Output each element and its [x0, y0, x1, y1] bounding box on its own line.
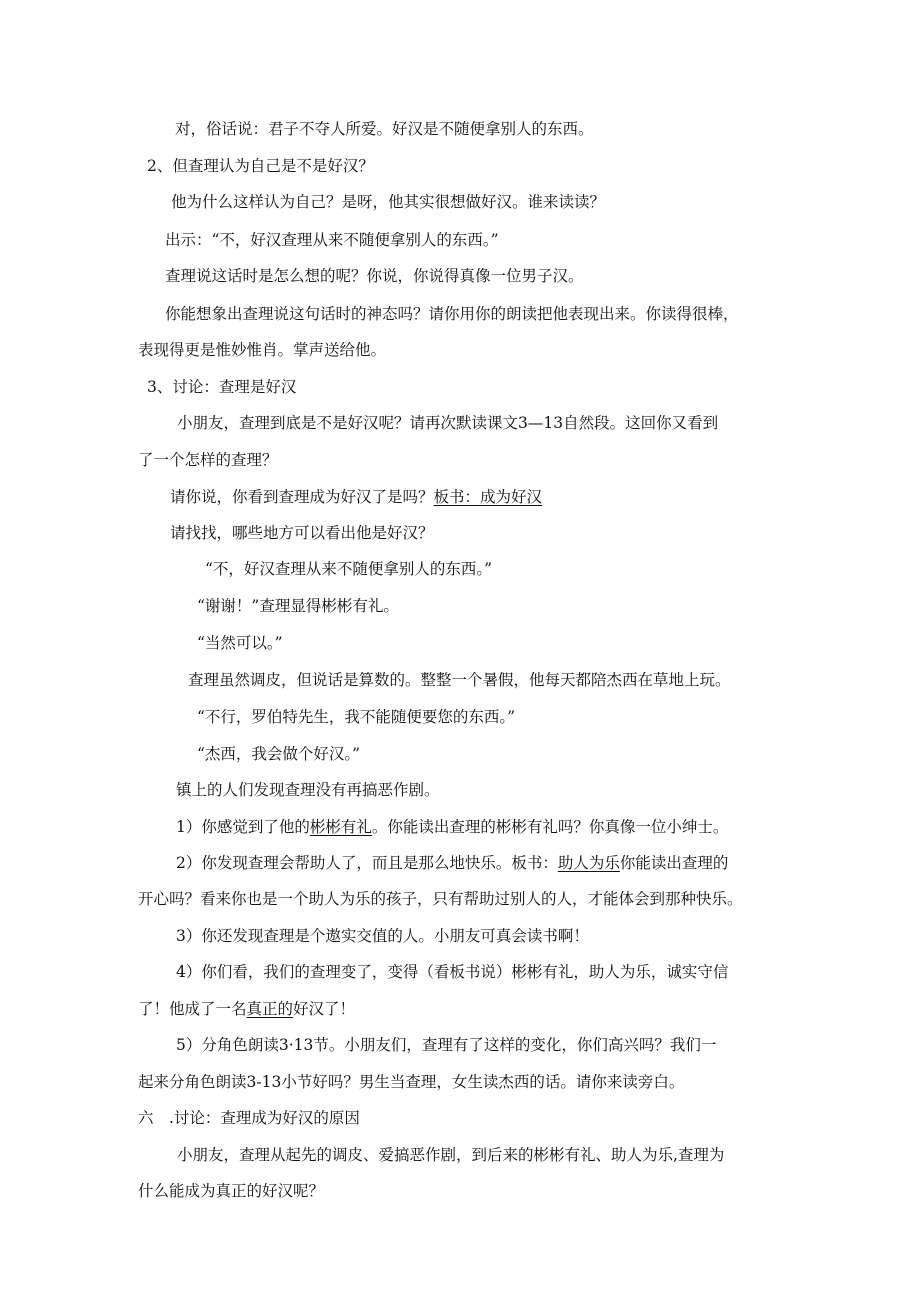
paragraph-line: 他为什么这样认为自己？是呀，他其实很想做好汉。谁来读读？ [171, 193, 606, 211]
paragraph-line: 镇上的人们发现查理没有再搞恶作剧。 [176, 781, 440, 799]
paragraph-line: 小朋友，查理从起先的调皮、爱搞恶作剧，到后来的彬彬有礼、助人为乐,查理为 [177, 1146, 725, 1164]
board-note: 助人为乐 [557, 854, 620, 872]
paragraph-text: 好汉了！ [293, 1000, 356, 1018]
list-item: 5）分角色朗读3·13节。小朋友们，查理有了这样的变化，你们高兴吗？我们一 [176, 1036, 717, 1054]
quote-line: “不行，罗伯特先生，我不能随便要您的东西。” [197, 708, 516, 726]
paragraph-line: 小朋友，查理到底是不是好汉呢？请再次默读课文3—13自然段。这回你又看到 [177, 414, 719, 432]
paragraph-text: 请你说，你看到查理成为好汉了是吗？ [170, 488, 434, 506]
paragraph-line: 什么能成为真正的好汉呢？ [138, 1182, 325, 1200]
quote-line: “杰西，我会做个好汉。” [197, 745, 361, 763]
list-item [176, 816, 728, 838]
quote-line: “不，好汉查理从来不随便拿别人的东西。” [205, 560, 493, 578]
list-item [176, 852, 728, 874]
paragraph-line: 对，俗话说：君子不夺人所爱。好汉是不随便拿别人的东西。 [175, 120, 594, 138]
quote-line: “谢谢！”查理显得彬彬有礼。 [197, 597, 399, 615]
paragraph-line: 开心吗？看来你也是一个助人为乐的孩子，只有帮助过别人的人，才能体会到那种快乐。 [138, 890, 743, 908]
paragraph-text: 1）你感觉到了他的 [176, 818, 310, 836]
underlined-term: 彬彬有礼 [309, 818, 372, 836]
board-note: 板书：成为好汉 [433, 488, 543, 506]
section-heading: 2、但查理认为自己是不是好汉？ [147, 157, 374, 175]
paragraph-line: 出示：“不，好汉查理从来不随便拿别人的东西。” [165, 231, 499, 249]
paragraph-text: 你能读出查理的 [619, 854, 729, 872]
quote-line: “当然可以。” [197, 634, 283, 652]
underlined-term: 真正的 [246, 1000, 294, 1018]
paragraph-line: 查理虽然调皮，但说话是算数的。整整一个暑假，他每天都陪杰西在草地上玩。 [188, 671, 731, 689]
list-item: 3）你还发现查理是个遨实交值的人。小朋友可真会读书啊！ [176, 927, 589, 945]
paragraph-line [138, 998, 355, 1020]
paragraph-line: 起来分角色朗读3-13小节好吗？男生当查理，女生读杰西的话。请你来读旁白。 [138, 1073, 685, 1091]
paragraph-line: 请找找，哪些地方可以看出他是好汉？ [170, 524, 434, 542]
paragraph-line [170, 486, 542, 508]
paragraph-line: 了一个怎样的查理？ [138, 451, 278, 469]
paragraph-line: 查理说这话时是怎么想的呢？你说，你说得真像一位男子汉。 [165, 267, 584, 285]
paragraph-line: 你能想象出查理说这句话时的神态吗？请你用你的朗读把他表现出来。你读得很棒， [165, 305, 739, 323]
paragraph-text: 2）你发现查理会帮助人了，而且是那么地快乐。板书： [176, 854, 558, 872]
section-heading: 3、讨论：查理是好汉 [147, 378, 297, 396]
list-item: 4）你们看，我们的查理变了，变得（看板书说）彬彬有礼，助人为乐，诚实守信 [176, 963, 729, 981]
paragraph-line: 表现得更是惟妙惟肖。掌声送给他。 [138, 341, 387, 359]
paragraph-text: 。你能读出查理的彬彬有礼吗？你真像一位小绅士。 [371, 818, 729, 836]
paragraph-text: 了！他成了一名 [138, 1000, 247, 1018]
section-heading: 六 .讨论：查理成为好汉的原因 [138, 1109, 360, 1127]
